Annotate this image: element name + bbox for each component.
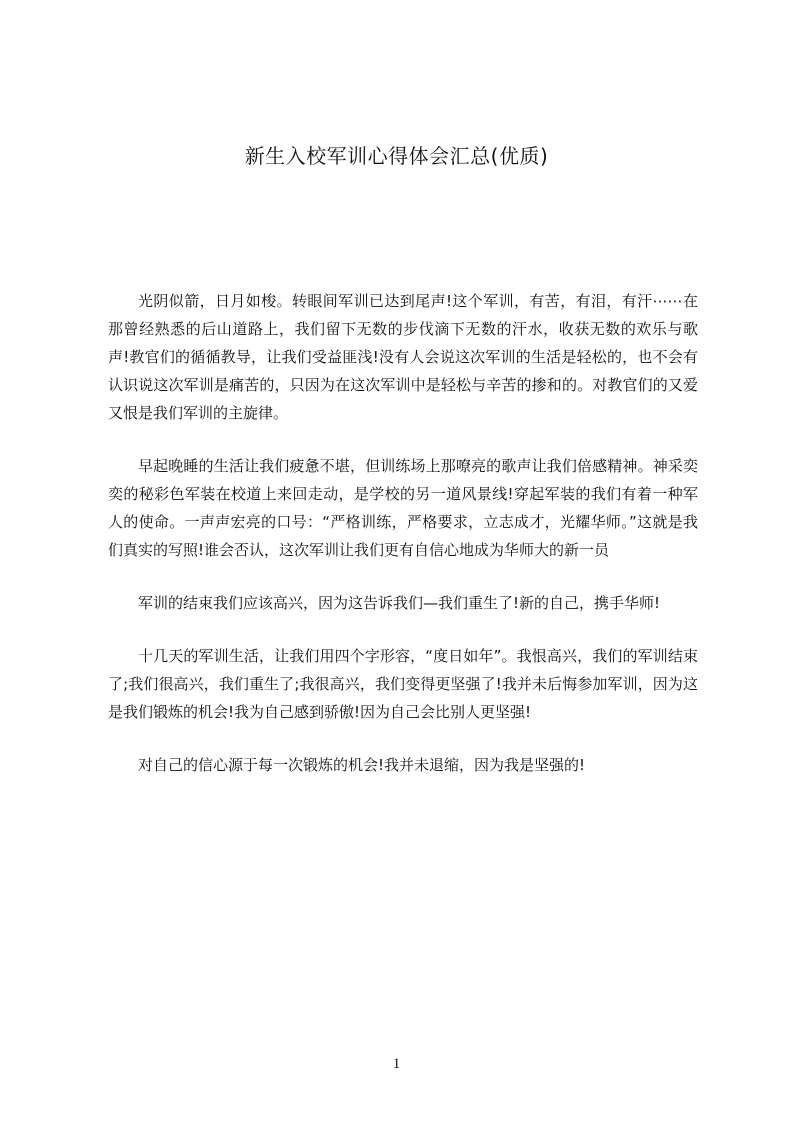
paragraph-3: 军训的结束我们应该高兴，因为这告诉我们—我们重生了!新的自己，携手华师! (138, 594, 661, 612)
paragraph-4: 十几天的军训生活，让我们用四个字形容，“度日如年”。我恨高兴，我们的军训结束了;我们很高兴，我们重生了;我很高兴，我们变得更坚强了!我并未后悔参加军训，因为这是我们锻炼的机会!我为自己感到骄傲!因为自己会比别人更坚强! (108, 647, 698, 721)
paragraph-2: 早起晚睡的生活让我们疲惫不堪，但训练场上那嘹亮的歌声让我们倍感精神。神采奕奕的秘彩色军装在校道上来回走动，是学校的另一道风景线!穿起军装的我们有着一种军人的使命。一声声宏亮的口号：“严格训练，严格要求，立志成才，光耀华师。”这就是我们真实的写照!谁会否认，这次军训让我们更有自信心地成为华师大的新一员 (108, 457, 698, 559)
document-body (108, 287, 698, 804)
document-title: 新生入校军训心得体会汇总(优质) (244, 144, 549, 168)
paragraph-5: 对自己的信心源于每一次锻炼的机会!我并未退缩，因为我是坚强的! (138, 756, 586, 774)
page-number: 1 (392, 1056, 401, 1072)
paragraph-1: 光阴似箭，日月如梭。转眼间军训已达到尾声!这个军训，有苦，有泪，有汗⋯⋯在那曾经熟悉的后山道路上，我们留下无数的步伐滴下无数的汗水，收获无数的欢乐与歌声!教官们的循循教导，让我们受益匪浅!没有人会说这次军训的生活是轻松的，也不会有认识说这次军训是痛苦的，只因为在这次军训中是轻松与辛苦的掺和的。对教官们的又爱又恨是我们军训的主旋律。 (108, 292, 698, 422)
